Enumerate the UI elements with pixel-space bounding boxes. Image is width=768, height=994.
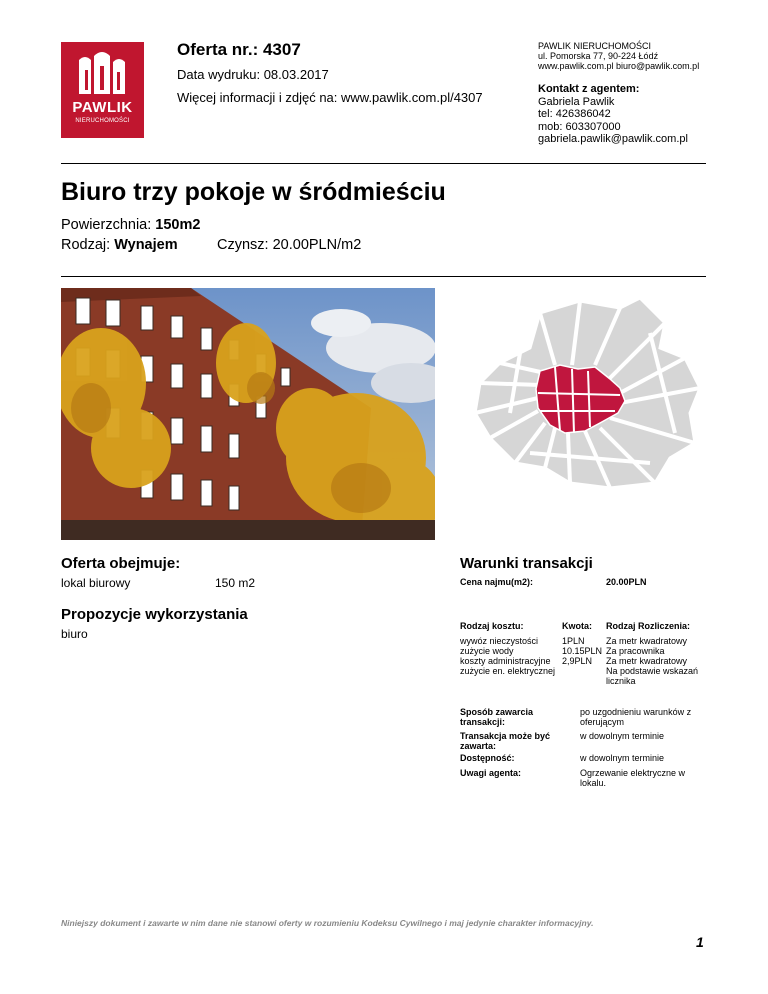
logo-building-icon bbox=[61, 42, 144, 98]
detail-label-agent-notes: Uwagi agenta: bbox=[460, 768, 522, 778]
listing-title: Biuro trzy pokoje w śródmieściu bbox=[61, 178, 446, 206]
price-label: Cena najmu(m2): bbox=[460, 577, 534, 587]
cost-amount: 10.15PLN bbox=[562, 646, 603, 656]
cost-type: wywóz nieczystości bbox=[460, 636, 539, 646]
area-line bbox=[61, 217, 200, 233]
cost-settlement: Za metr kwadratowy bbox=[606, 636, 688, 646]
cost-col-type: Rodzaj kosztu: bbox=[460, 621, 524, 631]
location-map bbox=[460, 293, 710, 493]
agency-block bbox=[538, 41, 699, 71]
agency-web-email[interactable]: www.pawlik.com.pl biuro@pawlik.com.pl bbox=[538, 61, 700, 71]
includes-item-area: 150 m2 bbox=[215, 576, 256, 590]
type-line bbox=[61, 237, 178, 253]
cost-type: zużycie wody bbox=[460, 646, 514, 656]
includes-item: lokal biurowy bbox=[61, 576, 131, 590]
agent-tel: tel: 426386042 bbox=[538, 108, 611, 120]
header-divider bbox=[61, 163, 706, 164]
area-value: 150m2 bbox=[155, 217, 201, 233]
cost-amount: 2,9PLN bbox=[562, 656, 593, 666]
usage-heading: Propozycje wykorzystania bbox=[61, 606, 248, 623]
rent: Czynsz: 20.00PLN/m2 bbox=[217, 237, 362, 253]
costs-type-column bbox=[460, 636, 560, 676]
cost-col-settlement: Rodzaj Rozliczenia: bbox=[606, 621, 691, 631]
cost-type: zużycie en. elektrycznej bbox=[460, 666, 556, 676]
detail-value-availability: w dowolnym terminie bbox=[580, 753, 665, 763]
detail-label-when: Transakcja może być zawarta: bbox=[460, 731, 551, 751]
cost-settlement: Za pracownika bbox=[606, 646, 665, 656]
cost-type: koszty administracyjne bbox=[460, 656, 551, 666]
cost-col-amount: Kwota: bbox=[562, 621, 592, 631]
includes-heading: Oferta obejmuje: bbox=[61, 555, 181, 572]
company-logo bbox=[61, 42, 144, 138]
agency-name: PAWLIK NIERUCHOMOŚCI bbox=[538, 41, 652, 51]
agent-email[interactable]: gabriela.pawlik@pawlik.com.pl bbox=[538, 133, 688, 145]
more-info-link[interactable]: Więcej informacji i zdjęć na: www.pawlik.com.pl/4307 bbox=[177, 90, 483, 105]
usage-value: biuro bbox=[61, 627, 88, 641]
page-number: 1 bbox=[696, 934, 704, 950]
detail-value-agent-notes: Ogrzewanie elektryczne w lokalu. bbox=[580, 768, 686, 788]
terms-heading: Warunki transakcji bbox=[460, 555, 593, 572]
cost-settlement: Na podstawie wskazań licznika bbox=[606, 666, 699, 686]
offer-number: Oferta nr.: 4307 bbox=[177, 40, 301, 59]
type-label: Rodzaj: bbox=[61, 237, 111, 253]
agent-mob: mob: 603307000 bbox=[538, 120, 621, 133]
logo-subtitle: NIERUCHOMOŚCI bbox=[75, 118, 130, 124]
detail-label-availability: Dostępność: bbox=[460, 753, 515, 763]
title-divider bbox=[61, 276, 706, 277]
logo-name: PAWLIK bbox=[72, 99, 133, 116]
cost-settlement: Za metr kwadratowy bbox=[606, 656, 688, 666]
cost-amount: 1PLN bbox=[562, 636, 585, 646]
area-label: Powierzchnia: bbox=[61, 217, 152, 233]
detail-value-when: w dowolnym terminie bbox=[580, 731, 665, 741]
agency-address: ul. Pomorska 77, 90-224 Łódź bbox=[538, 51, 659, 61]
costs-amount-column bbox=[562, 636, 606, 666]
price-value: 20.00PLN bbox=[606, 577, 647, 587]
agent-block bbox=[538, 83, 688, 146]
detail-label-mode: Sposób zawarcia transakcji: bbox=[460, 707, 534, 727]
print-date: Data wydruku: 08.03.2017 bbox=[177, 67, 329, 82]
detail-value-mode: po uzgodnieniu warunków z oferującym bbox=[580, 707, 692, 727]
disclaimer: Niniejszy dokument i zawarte w nim dane nie stanowi oferty w rozumieniu Kodeksu Cywilnego i maj jedynie charakter informacyjny. bbox=[61, 918, 594, 928]
property-photo bbox=[61, 288, 435, 540]
agent-heading: Kontakt z agentem: bbox=[538, 83, 640, 95]
agent-name: Gabriela Pawlik bbox=[538, 95, 615, 108]
type-value: Wynajem bbox=[114, 237, 178, 253]
costs-settlement-column bbox=[606, 636, 706, 686]
